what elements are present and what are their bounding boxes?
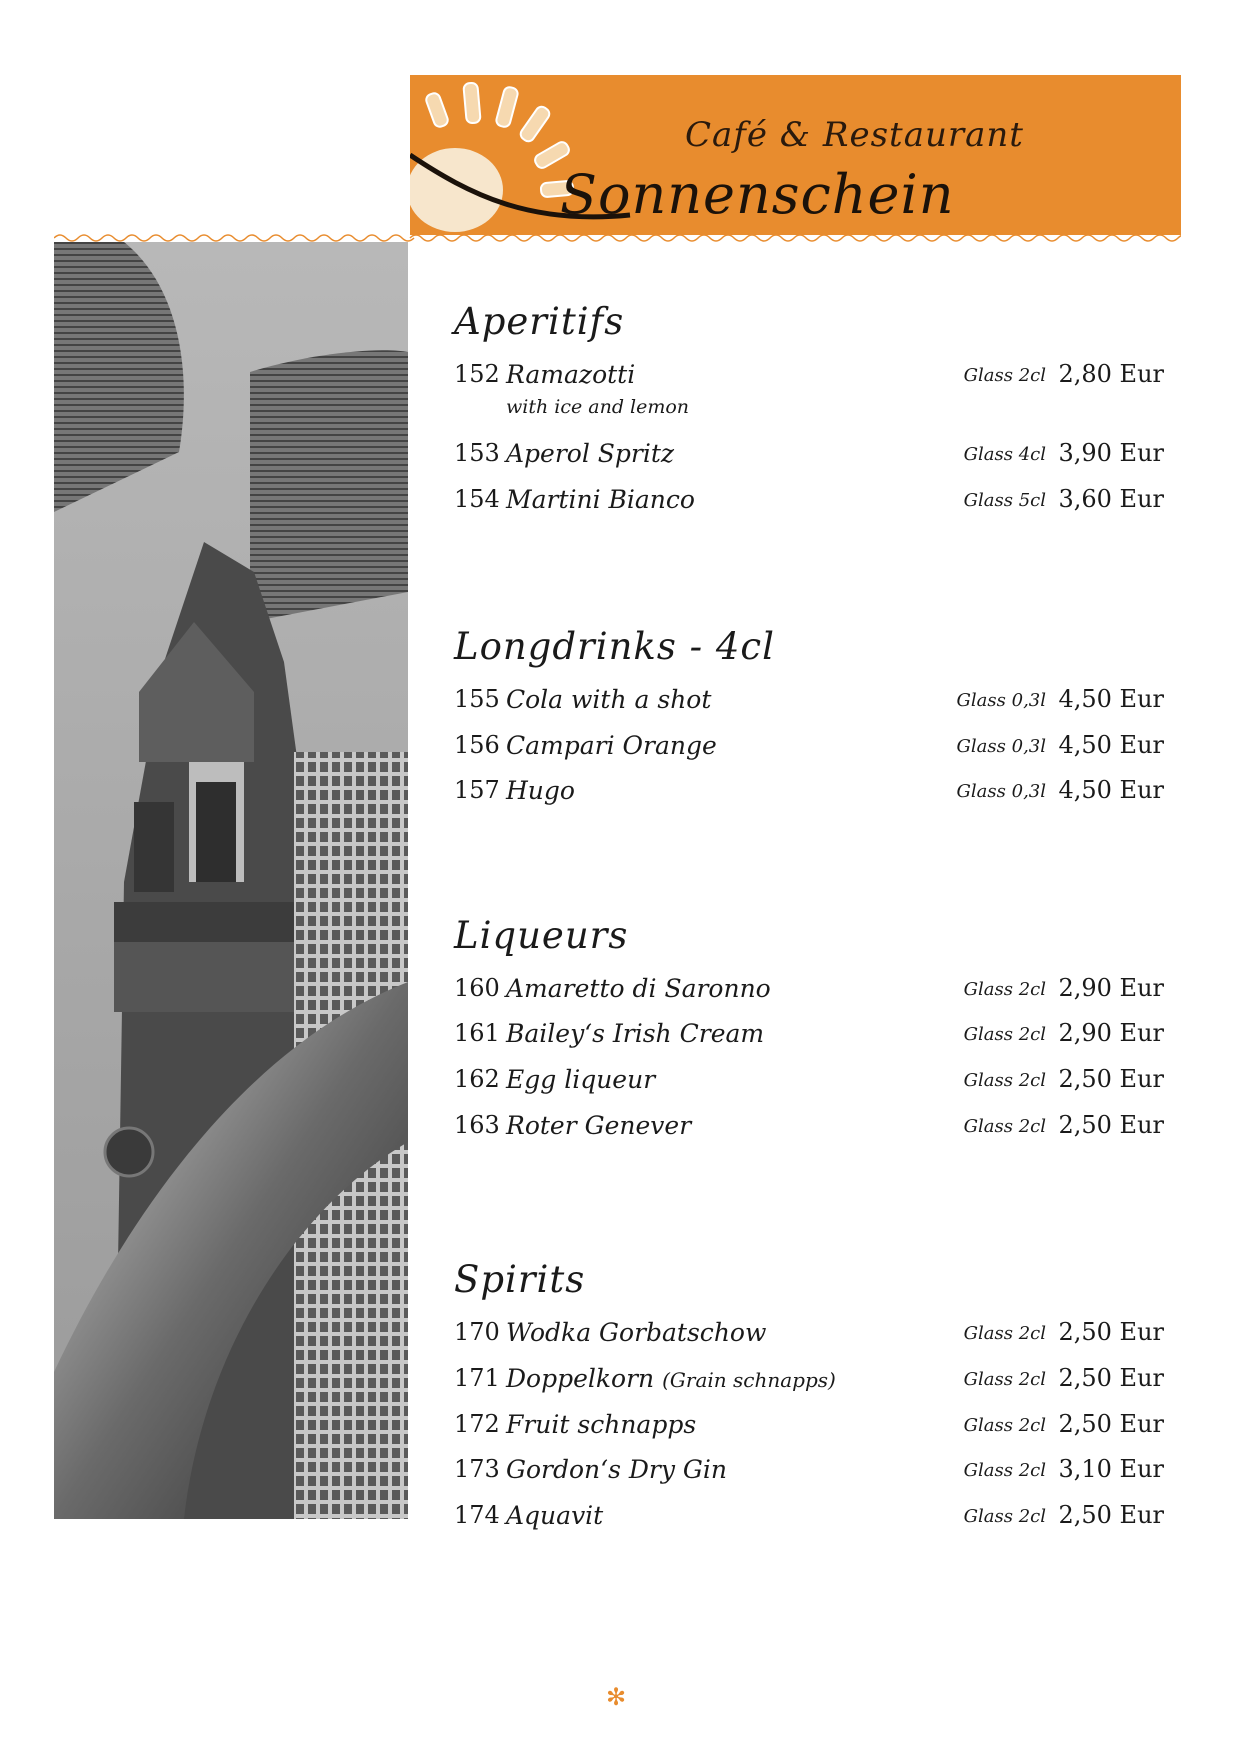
item-number: 172	[454, 1410, 500, 1438]
item-name: Hugo	[506, 776, 575, 805]
item-price: 2,50 Eur	[1058, 1065, 1164, 1093]
item-subnote: with ice and lemon	[506, 396, 690, 418]
item-number: 153	[454, 439, 500, 467]
item-price: 2,80 Eur	[1058, 360, 1164, 388]
item-number: 160	[454, 974, 500, 1002]
menu-item	[454, 1410, 1164, 1444]
brand-name: Sonnenschein	[560, 163, 955, 226]
item-number: 174	[454, 1501, 500, 1529]
item-price: 4,50 Eur	[1058, 685, 1164, 713]
item-name: Fruit schnapps	[506, 1410, 697, 1439]
section-title: Longdrinks - 4cl	[454, 625, 775, 668]
item-size: Glass 0,3l	[956, 736, 1046, 757]
item-number: 156	[454, 731, 500, 759]
item-price: 2,50 Eur	[1058, 1410, 1164, 1438]
item-price: 2,50 Eur	[1058, 1318, 1164, 1346]
menu-item	[454, 1501, 1164, 1535]
item-size: Glass 0,3l	[956, 781, 1046, 802]
item-price: 3,90 Eur	[1058, 439, 1164, 467]
menu-item	[454, 1364, 1164, 1398]
item-name: Egg liqueur	[506, 1065, 656, 1094]
item-number: 163	[454, 1111, 500, 1139]
church-photo	[54, 242, 408, 1519]
item-number: 161	[454, 1019, 500, 1047]
item-name: Aquavit	[506, 1501, 604, 1530]
menu-item	[454, 360, 1164, 394]
menu-item	[454, 1455, 1164, 1489]
snowflake-icon: ✻	[606, 1683, 627, 1711]
item-name	[506, 1364, 836, 1393]
header-banner	[410, 75, 1181, 235]
item-name: Martini Bianco	[506, 485, 695, 514]
section-title: Spirits	[454, 1258, 586, 1301]
item-name: Ramazotti	[506, 360, 636, 389]
item-size: Glass 2cl	[963, 1506, 1046, 1527]
item-size: Glass 4cl	[963, 444, 1046, 465]
item-size: Glass 0,3l	[956, 690, 1046, 711]
menu-item	[454, 974, 1164, 1008]
section-title: Aperitifs	[454, 300, 625, 343]
brand-subtitle: Café & Restaurant	[685, 115, 1024, 155]
item-price: 2,90 Eur	[1058, 974, 1164, 1002]
item-size: Glass 2cl	[963, 1116, 1046, 1137]
item-price: 2,50 Eur	[1058, 1501, 1164, 1529]
item-name: Cola with a shot	[506, 685, 712, 714]
item-name: Campari Orange	[506, 731, 717, 760]
item-number: 162	[454, 1065, 500, 1093]
item-name-text: Doppelkorn	[506, 1364, 655, 1393]
item-number: 170	[454, 1318, 500, 1346]
menu-item	[454, 776, 1164, 810]
item-size: Glass 5cl	[963, 490, 1046, 511]
item-number: 171	[454, 1364, 500, 1392]
item-name: Gordon‘s Dry Gin	[506, 1455, 727, 1484]
menu-item	[454, 1019, 1164, 1053]
item-price: 2,50 Eur	[1058, 1111, 1164, 1139]
item-price: 2,90 Eur	[1058, 1019, 1164, 1047]
item-price: 2,50 Eur	[1058, 1364, 1164, 1392]
item-size: Glass 2cl	[963, 979, 1046, 1000]
item-number: 154	[454, 485, 500, 513]
item-price: 3,60 Eur	[1058, 485, 1164, 513]
section-title: Liqueurs	[454, 914, 629, 957]
menu-item	[454, 485, 1164, 519]
item-size: Glass 2cl	[963, 365, 1046, 386]
item-note: (Grain schnapps)	[662, 1368, 836, 1392]
item-name: Bailey‘s Irish Cream	[506, 1019, 765, 1048]
menu-item	[454, 685, 1164, 719]
item-number: 173	[454, 1455, 500, 1483]
item-size: Glass 2cl	[963, 1070, 1046, 1091]
item-price: 4,50 Eur	[1058, 776, 1164, 804]
item-name: Aperol Spritz	[506, 439, 675, 468]
item-price: 3,10 Eur	[1058, 1455, 1164, 1483]
menu-item	[454, 1318, 1164, 1352]
item-name: Amaretto di Saronno	[506, 974, 771, 1003]
item-number: 157	[454, 776, 500, 804]
item-number: 152	[454, 360, 500, 388]
item-name: Wodka Gorbatschow	[506, 1318, 767, 1347]
item-name: Roter Genever	[506, 1111, 692, 1140]
item-number: 155	[454, 685, 500, 713]
menu-item	[454, 1111, 1164, 1145]
item-size: Glass 2cl	[963, 1460, 1046, 1481]
item-size: Glass 2cl	[963, 1024, 1046, 1045]
menu-item	[454, 1065, 1164, 1099]
item-size: Glass 2cl	[963, 1323, 1046, 1344]
item-price: 4,50 Eur	[1058, 731, 1164, 759]
menu-item	[454, 731, 1164, 765]
item-size: Glass 2cl	[963, 1369, 1046, 1390]
item-size: Glass 2cl	[963, 1415, 1046, 1436]
menu-item	[454, 439, 1164, 473]
